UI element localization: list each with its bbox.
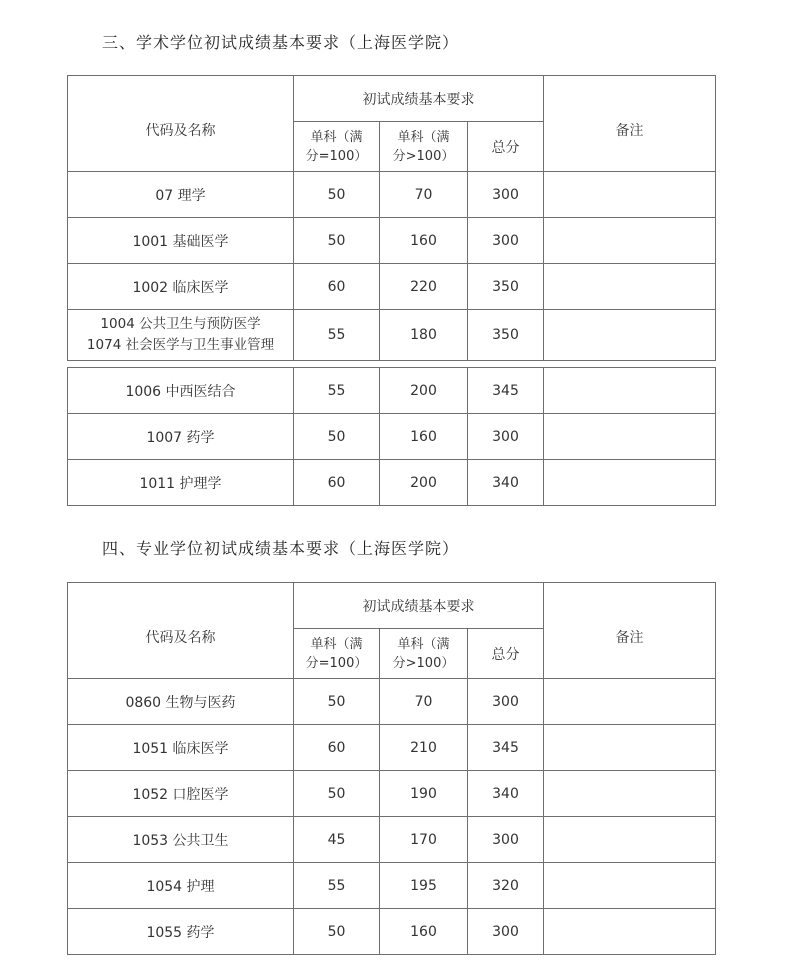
row-single-100: 50 xyxy=(294,771,380,817)
section3-title: 三、学术学位初试成绩基本要求（上海医学院） xyxy=(102,33,460,52)
row-total: 300 xyxy=(468,679,544,725)
row-name: 1007 药学 xyxy=(68,414,294,460)
academic-degree-table xyxy=(67,75,716,361)
row-name: 1006 中西医结合 xyxy=(68,368,294,414)
row-single-gt100: 170 xyxy=(380,817,468,863)
table-row xyxy=(68,725,716,771)
row-single-100: 55 xyxy=(294,863,380,909)
professional-degree-table xyxy=(67,582,716,955)
row-single-gt100: 70 xyxy=(380,172,468,218)
table-row xyxy=(68,863,716,909)
row-total: 300 xyxy=(468,218,544,264)
row-single-gt100: 160 xyxy=(380,414,468,460)
table-row xyxy=(68,771,716,817)
row-single-gt100: 220 xyxy=(380,264,468,310)
row-name: 0860 生物与医药 xyxy=(68,679,294,725)
row-total: 320 xyxy=(468,863,544,909)
row-remarks xyxy=(544,460,716,506)
row-single-gt100: 200 xyxy=(380,368,468,414)
row-single-100: 50 xyxy=(294,172,380,218)
table-row xyxy=(68,218,716,264)
row-remarks xyxy=(544,172,716,218)
row-total: 300 xyxy=(468,414,544,460)
row-single-gt100: 200 xyxy=(380,460,468,506)
row-single-100: 50 xyxy=(294,218,380,264)
row-single-100: 55 xyxy=(294,368,380,414)
header-single-gt100: 单科（满 分>100） xyxy=(380,122,468,172)
header-single-100: 单科（满 分=100） xyxy=(294,629,380,679)
row-name: 1004 公共卫生与预防医学 1074 社会医学与卫生事业管理 xyxy=(68,310,294,361)
row-total: 340 xyxy=(468,460,544,506)
row-single-100: 50 xyxy=(294,414,380,460)
row-remarks xyxy=(544,414,716,460)
row-single-gt100: 160 xyxy=(380,218,468,264)
row-name: 1054 护理 xyxy=(68,863,294,909)
header-requirements: 初试成绩基本要求 xyxy=(294,76,544,122)
row-remarks xyxy=(544,368,716,414)
table-row xyxy=(68,172,716,218)
row-total: 300 xyxy=(468,909,544,955)
table-row xyxy=(68,909,716,955)
header-single-100: 单科（满 分=100） xyxy=(294,122,380,172)
row-name: 1055 药学 xyxy=(68,909,294,955)
table-row xyxy=(68,264,716,310)
table-row xyxy=(68,460,716,506)
table-row xyxy=(68,414,716,460)
row-single-gt100: 195 xyxy=(380,863,468,909)
row-single-gt100: 190 xyxy=(380,771,468,817)
row-single-100: 50 xyxy=(294,909,380,955)
row-remarks xyxy=(544,310,716,361)
row-remarks xyxy=(544,218,716,264)
table-row xyxy=(68,368,716,414)
row-remarks xyxy=(544,725,716,771)
header-code-name: 代码及名称 xyxy=(68,76,294,172)
row-single-gt100: 210 xyxy=(380,725,468,771)
row-single-100: 60 xyxy=(294,264,380,310)
row-single-100: 55 xyxy=(294,310,380,361)
row-total: 345 xyxy=(468,368,544,414)
row-remarks xyxy=(544,771,716,817)
row-total: 350 xyxy=(468,264,544,310)
row-name: 1051 临床医学 xyxy=(68,725,294,771)
row-name: 07 理学 xyxy=(68,172,294,218)
table-row xyxy=(68,817,716,863)
row-remarks xyxy=(544,863,716,909)
row-remarks xyxy=(544,264,716,310)
header-single-gt100: 单科（满 分>100） xyxy=(380,629,468,679)
row-name: 1052 口腔医学 xyxy=(68,771,294,817)
row-remarks xyxy=(544,817,716,863)
row-name: 1001 基础医学 xyxy=(68,218,294,264)
table-row xyxy=(68,310,716,361)
row-single-gt100: 180 xyxy=(380,310,468,361)
header-code-name: 代码及名称 xyxy=(68,583,294,679)
row-remarks xyxy=(544,909,716,955)
row-total: 345 xyxy=(468,725,544,771)
row-remarks xyxy=(544,679,716,725)
row-single-100: 60 xyxy=(294,460,380,506)
header-total: 总分 xyxy=(468,122,544,172)
academic-degree-table-continued xyxy=(67,367,716,506)
row-total: 350 xyxy=(468,310,544,361)
row-name: 1011 护理学 xyxy=(68,460,294,506)
row-single-gt100: 70 xyxy=(380,679,468,725)
row-name: 1053 公共卫生 xyxy=(68,817,294,863)
row-single-100: 45 xyxy=(294,817,380,863)
row-total: 340 xyxy=(468,771,544,817)
row-single-100: 50 xyxy=(294,679,380,725)
table-row xyxy=(68,679,716,725)
header-total: 总分 xyxy=(468,629,544,679)
row-single-100: 60 xyxy=(294,725,380,771)
header-requirements: 初试成绩基本要求 xyxy=(294,583,544,629)
header-remarks: 备注 xyxy=(544,76,716,172)
row-name: 1002 临床医学 xyxy=(68,264,294,310)
section4-title: 四、专业学位初试成绩基本要求（上海医学院） xyxy=(102,539,460,558)
header-remarks: 备注 xyxy=(544,583,716,679)
row-total: 300 xyxy=(468,817,544,863)
row-single-gt100: 160 xyxy=(380,909,468,955)
row-total: 300 xyxy=(468,172,544,218)
